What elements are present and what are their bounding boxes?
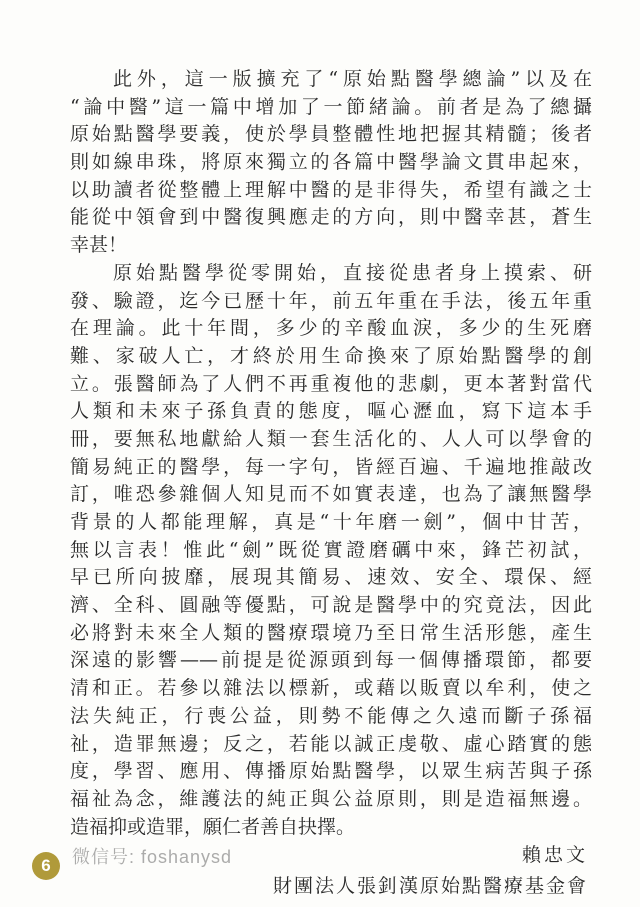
text-line: 清和正。若參以雜法以標新，或藉以販賣以牟利，使之 [70,677,592,700]
document-body [70,66,592,841]
text-line: 此外，這一版擴充了“原始點醫學總論”以及在 [113,68,592,90]
signature-organization: 財團法人張釗漢原始點醫療基金會 [272,875,588,897]
text-line: 深遠的影響——前提是從源頭到每一個傳播環節，都要 [70,649,592,672]
text-line: 原始點醫學要義，使於學員整體性地把握其精髓；後者 [70,123,592,146]
page-number-badge: 6 [32,852,60,880]
text-line: 以助讀者從整體上理解中醫的是非得失，希望有識之士 [70,178,592,201]
text-line: 早已所向披靡，展現其簡易、速效、安全、環保、經 [70,566,592,589]
text-line: 簡易純正的醫學，每一字句，皆經百遍、千遍地推敲改 [70,455,592,478]
signature-name: 賴忠文 [521,844,588,866]
text-line: 人類和未來子孫負責的態度，嘔心瀝血，寫下這本手 [70,400,592,423]
text-line: 福祉為念，維護法的純正與公益原則，則是造福無邊。 [70,787,592,810]
text-line: 發、驗證，迄今已歷十年，前五年重在手法，後五年重 [70,289,592,312]
text-line: 造福抑或造罪，願仁者善自抉擇。 [70,815,356,838]
text-line: 在理論。此十年間，多少的辛酸血淚，多少的生死磨 [70,317,592,340]
paragraph [70,260,592,841]
text-line: 度，學習、應用、傳播原始點醫學，以眾生病苦與子孫 [70,760,592,783]
text-line: 冊，要無私地獻給人類一套生活化的、人人可以學會的 [70,427,592,450]
text-line: 能從中領會到中醫復興應走的方向，則中醫幸甚，蒼生 [70,206,592,229]
text-line: 祉，造罪無邊；反之，若能以誠正虔敬、虛心踏實的態 [70,732,592,755]
text-line: 背景的人都能理解，真是“十年磨一劍”，個中甘苦， [70,511,592,533]
text-line: “論中醫”這一篇中增加了一節緒論。前者是為了總攝 [70,95,592,118]
text-line: 難、家破人亡，才終於用生命換來了原始點醫學的創 [70,344,592,367]
text-line: 無以言表！惟此“劍”既從實證磨礪中來，鋒芒初試， [70,538,592,561]
text-line: 濟、全科、圓融等優點，可說是醫學中的究竟法，因此 [70,594,592,617]
paragraph [70,66,592,260]
text-line: 必將對未來全人類的醫療環境乃至日常生活形態，產生 [70,621,592,644]
text-line: 立。張醫師為了人們不再重複他的悲劇，更本著對當代 [70,372,592,395]
text-line: 法失純正，行喪公益，則勢不能傳之久遠而斷子孫福 [70,704,592,727]
text-line: 幸甚！ [70,234,128,257]
watermark: 微信号: foshanysd [72,847,233,867]
text-line: 原始點醫學從零開始，直接從患者身上摸索、研 [113,261,592,284]
text-line: 訂，唯恐參雜個人知見而不如實表達，也為了讓無醫學 [70,483,592,506]
text-line: 則如線串珠，將原來獨立的各篇中醫學論文貫串起來， [70,151,592,174]
